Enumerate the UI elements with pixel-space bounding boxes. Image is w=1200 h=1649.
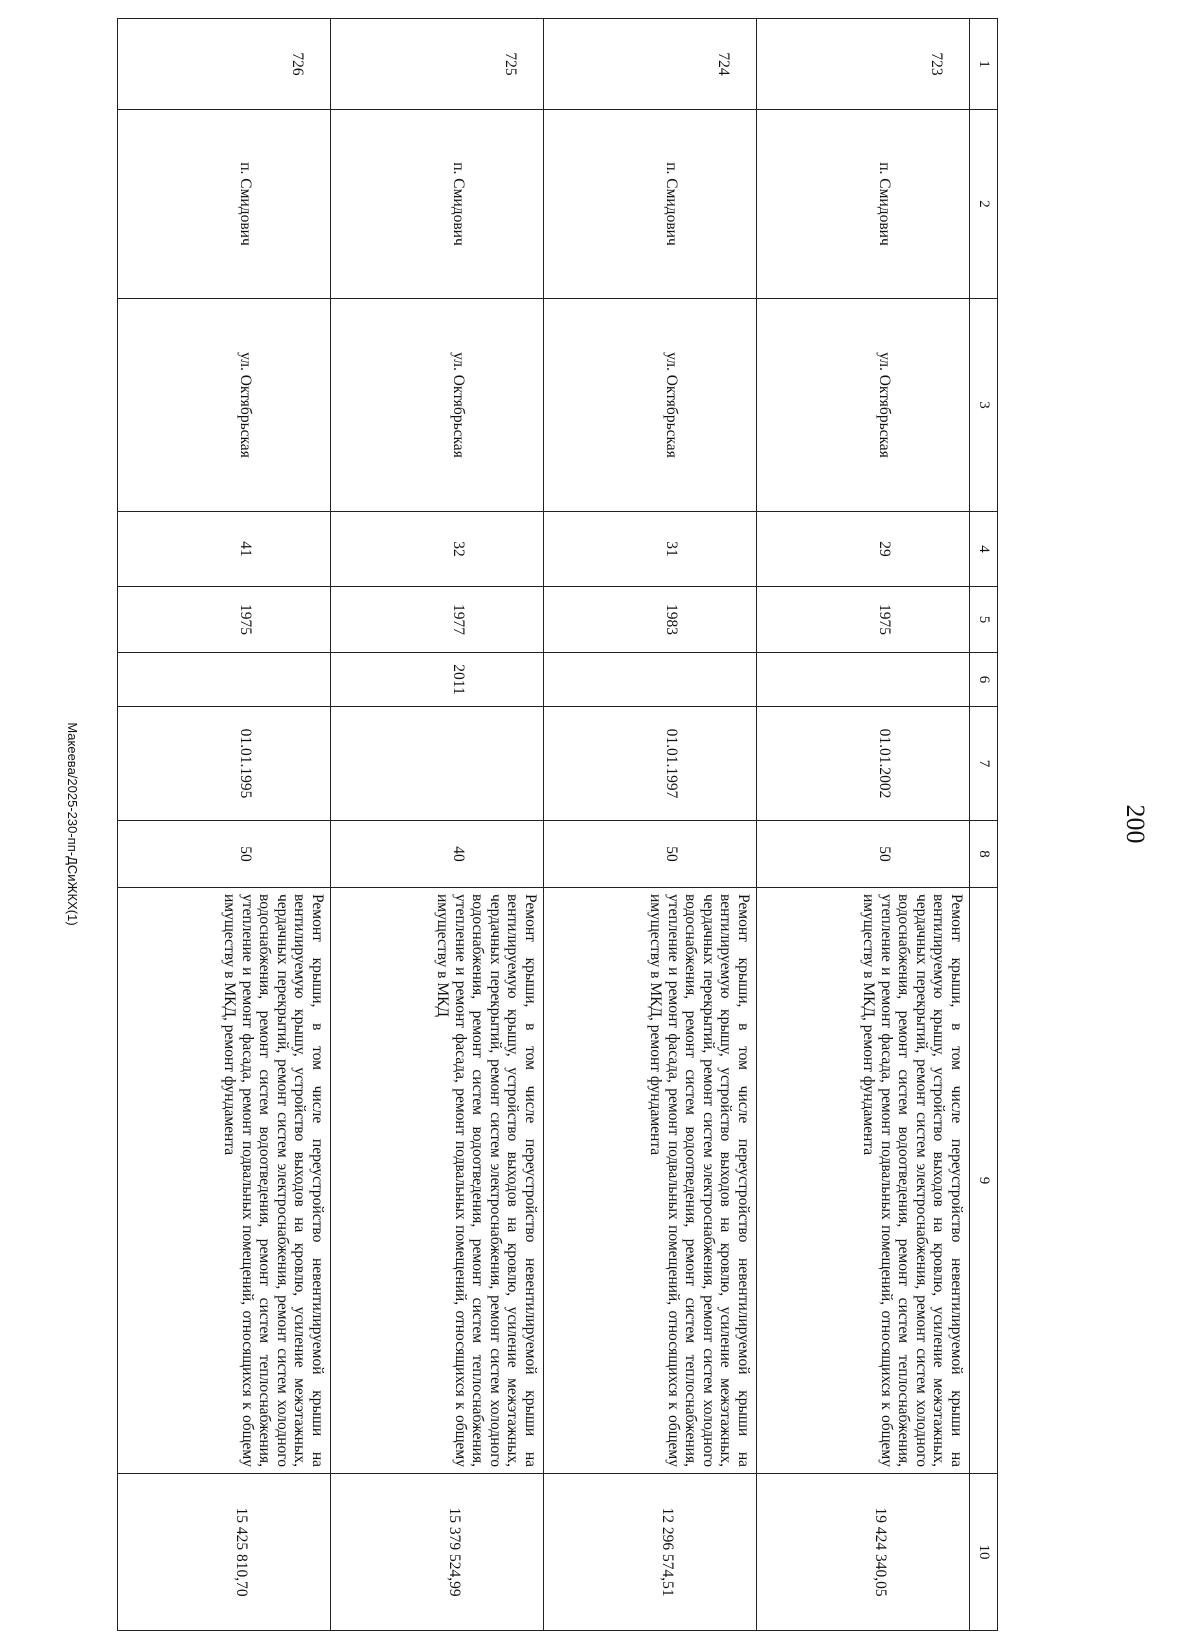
header-cell: 8 — [970, 821, 998, 888]
settlement-cell: п. Смидович — [118, 110, 331, 299]
header-cell: 6 — [970, 653, 998, 707]
row-number: 726 — [118, 19, 331, 110]
column-6-cell — [757, 653, 970, 707]
settlement-cell: п. Смидович — [544, 110, 757, 299]
street-cell: ул. Октябрьская — [331, 299, 544, 512]
capital-repair-table — [117, 18, 998, 1631]
street-cell: ул. Октябрьская — [757, 299, 970, 512]
date-cell: 01.01.1997 — [544, 707, 757, 821]
column-6-cell — [544, 653, 757, 707]
house-number-cell: 41 — [118, 512, 331, 587]
table-row — [757, 19, 970, 1631]
works-description-cell: Ремонт крыши, в том числе переустройство невентилируемой крыши на вентилируемую крышу, устройство выходов на кровлю, усиление межэтажных, чердачных перекрытий, ремонт систем электроснабжения, ремонт систем холодного водоснабжения, ремонт систем водоотведения, ремонт систем теплоснабжения, утепление и ремонт фасада, ремонт подвальных помещений, относящихся к общему имуществу в МКД — [331, 888, 544, 1474]
works-description-cell: Ремонт крыши, в том числе переустройство невентилируемой крыши на вентилируемую крышу, устройство выходов на кровлю, усиление межэтажных, чердачных перекрытий, ремонт систем электроснабжения, ремонт систем холодного водоснабжения, ремонт систем водоотведения, ремонт систем теплоснабжения, утепление и ремонт фасада, ремонт подвальных помещений, относящихся к общему имуществу в МКД, ремонт фундамента — [757, 888, 970, 1474]
header-cell: 7 — [970, 707, 998, 821]
header-cell: 9 — [970, 888, 998, 1474]
row-number: 724 — [544, 19, 757, 110]
table-row — [331, 19, 544, 1631]
column-8-cell: 50 — [544, 821, 757, 888]
header-cell: 4 — [970, 512, 998, 587]
house-number-cell: 32 — [331, 512, 544, 587]
header-row — [970, 19, 998, 1631]
street-cell: ул. Октябрьская — [544, 299, 757, 512]
house-number-cell: 31 — [544, 512, 757, 587]
settlement-cell: п. Смидович — [331, 110, 544, 299]
column-6-cell: 2011 — [331, 653, 544, 707]
document-footer: Макеева/2025-230-пп-ДСиЖКХ(1) — [65, 722, 80, 926]
row-number: 723 — [757, 19, 970, 110]
column-8-cell: 40 — [331, 821, 544, 888]
street-cell: ул. Октябрьская — [118, 299, 331, 512]
amount-cell: 15 379 524,99 — [331, 1474, 544, 1631]
header-cell: 10 — [970, 1474, 998, 1631]
year-built-cell: 1983 — [544, 587, 757, 653]
row-number: 725 — [331, 19, 544, 110]
house-number-cell: 29 — [757, 512, 970, 587]
table-row — [544, 19, 757, 1631]
rotated-page — [65, 18, 1150, 1630]
works-description-cell: Ремонт крыши, в том числе переустройство невентилируемой крыши на вентилируемую крышу, устройство выходов на кровлю, усиление межэтажных, чердачных перекрытий, ремонт систем электроснабжения, ремонт систем холодного водоснабжения, ремонт систем водоотведения, ремонт систем теплоснабжения, утепление и ремонт фасада, ремонт подвальных помещений, относящихся к общему имуществу в МКД, ремонт фундамента — [544, 888, 757, 1474]
amount-cell: 15 425 810,70 — [118, 1474, 331, 1631]
amount-cell: 12 296 574,51 — [544, 1474, 757, 1631]
date-cell: 01.01.1995 — [118, 707, 331, 821]
page-number: 200 — [1121, 804, 1150, 844]
year-built-cell: 1975 — [118, 587, 331, 653]
column-8-cell: 50 — [118, 821, 331, 888]
header-cell: 2 — [970, 110, 998, 299]
column-8-cell: 50 — [757, 821, 970, 888]
year-built-cell: 1975 — [757, 587, 970, 653]
date-cell — [331, 707, 544, 821]
amount-cell: 19 424 340,05 — [757, 1474, 970, 1631]
header-cell: 1 — [970, 19, 998, 110]
works-description-cell: Ремонт крыши, в том числе переустройство невентилируемой крыши на вентилируемую крышу, устройство выходов на кровлю, усиление межэтажных, чердачных перекрытий, ремонт систем электроснабжения, ремонт систем холодного водоснабжения, ремонт систем водоотведения, ремонт систем теплоснабжения, утепление и ремонт фасада, ремонт подвальных помещений, относящихся к общему имуществу в МКД, ремонт фундамента — [118, 888, 331, 1474]
table-row — [118, 19, 331, 1631]
header-cell: 5 — [970, 587, 998, 653]
header-cell: 3 — [970, 299, 998, 512]
column-6-cell — [118, 653, 331, 707]
year-built-cell: 1977 — [331, 587, 544, 653]
date-cell: 01.01.2002 — [757, 707, 970, 821]
settlement-cell: п. Смидович — [757, 110, 970, 299]
